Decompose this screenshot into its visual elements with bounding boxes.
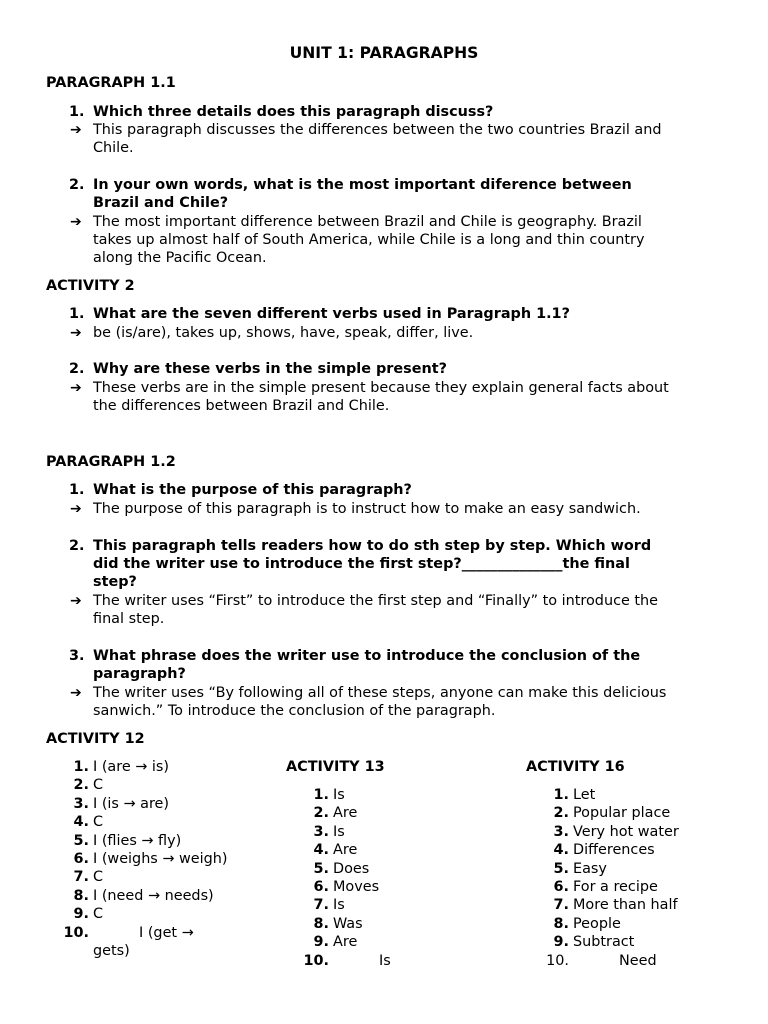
- list-item-number: 9.: [553, 934, 569, 951]
- list-item-number: 10.: [303, 952, 329, 969]
- list-item-text: Need: [619, 952, 657, 969]
- list-item-text: Is: [333, 897, 345, 914]
- arrow-bullet-icon: ➔: [70, 593, 82, 609]
- question-text: In your own words, what is the most important diference between: [93, 177, 632, 193]
- arrow-bullet-icon: ➔: [70, 501, 82, 517]
- list-item-number: 6.: [313, 879, 329, 895]
- list-item-text: People: [573, 915, 621, 932]
- answer-line: along the Pacific Ocean.: [93, 250, 267, 266]
- list-item-number: 5.: [73, 832, 89, 849]
- question-number: 2.: [69, 538, 85, 554]
- question-text: This paragraph tells readers how to do sth step by step. Which word: [93, 538, 652, 554]
- list-item-number: 10.: [546, 952, 569, 969]
- list-item-number: 7.: [553, 897, 569, 914]
- list-item-number: 6.: [73, 851, 89, 867]
- arrow-bullet-icon: ➔: [70, 122, 82, 138]
- list-item-text: I (flies → fly): [93, 832, 182, 849]
- list-item-number: 1.: [73, 759, 89, 775]
- list-item-text: Popular place: [573, 805, 671, 822]
- question-text: did the writer use to introduce the first step?______________the final: [93, 556, 630, 572]
- question-number: 3.: [69, 648, 85, 664]
- question-text: What are the seven different verbs used in Paragraph 1.1?: [93, 306, 570, 322]
- question-text: Why are these verbs in the simple present?: [93, 361, 447, 377]
- list-item-number: 2.: [73, 777, 89, 794]
- question-number: 1.: [69, 104, 85, 120]
- list-item-text: For a recipe: [573, 879, 658, 895]
- list-item-text: More than half: [573, 897, 678, 914]
- list-item-number: 8.: [313, 915, 329, 932]
- question-number: 2.: [69, 361, 85, 377]
- list-item-text: Does: [333, 860, 370, 877]
- list-item-text: C: [93, 906, 104, 923]
- list-item-text: Very hot water: [573, 823, 679, 840]
- list-item-number: 6.: [553, 879, 569, 895]
- list-item-number: 8.: [553, 915, 569, 932]
- list-item-text: Is: [333, 823, 345, 840]
- list-item-text: I (need → needs): [93, 887, 214, 904]
- answer-line: The writer uses “First” to introduce the first step and “Finally” to introduce the: [93, 593, 659, 609]
- list-item-text: Differences: [573, 842, 655, 859]
- list-item-text: Is: [333, 787, 345, 803]
- section-heading-paragraph-1-1: PARAGRAPH 1.1: [46, 75, 176, 91]
- list-item-number: 4.: [73, 814, 89, 831]
- answer-line: The most important difference between Brazil and Chile is geography. Brazil: [93, 214, 642, 230]
- list-item-text: I (are → is): [93, 759, 170, 775]
- question-number: 1.: [69, 482, 85, 498]
- list-item-number: 10.: [63, 924, 89, 941]
- list-item-text: Are: [333, 842, 358, 859]
- list-item-text: C: [93, 869, 104, 886]
- list-item-text: Let: [573, 787, 596, 803]
- answer-line: be (is/are), takes up, shows, have, speak, differ, live.: [93, 325, 474, 341]
- arrow-bullet-icon: ➔: [70, 325, 82, 341]
- list-item-number: 2.: [313, 805, 329, 822]
- answer-line: takes up almost half of South America, while Chile is a long and thin country: [93, 232, 645, 248]
- answer-line: These verbs are in the simple present because they explain general facts about: [93, 380, 669, 396]
- question-text: What is the purpose of this paragraph?: [93, 482, 412, 498]
- question-text: What phrase does the writer use to introduce the conclusion of the: [93, 648, 641, 664]
- list-item-text: Is: [379, 952, 391, 969]
- section-heading-paragraph-1-2: PARAGRAPH 1.2: [46, 454, 176, 470]
- question-text: Brazil and Chile?: [93, 195, 229, 211]
- list-item-number: 2.: [553, 805, 569, 822]
- list-item-number: 4.: [553, 842, 569, 859]
- answer-line: sanwich.” To introduce the conclusion of the paragraph.: [93, 703, 496, 719]
- list-item-number: 9.: [73, 906, 89, 923]
- section-heading-activity-12: ACTIVITY 12: [46, 731, 145, 747]
- question-number: 1.: [69, 306, 85, 322]
- answer-line: Chile.: [93, 140, 134, 156]
- list-item-number: 4.: [313, 842, 329, 859]
- section-heading-activity-16: ACTIVITY 16: [526, 759, 625, 775]
- arrow-bullet-icon: ➔: [70, 685, 82, 701]
- question-text: paragraph?: [93, 666, 186, 682]
- list-item-number: 7.: [73, 869, 89, 886]
- list-item-text: I (is → are): [93, 795, 170, 812]
- list-item-text: Moves: [333, 879, 380, 895]
- question-text: step?: [93, 574, 137, 590]
- list-item-number: 3.: [73, 795, 89, 812]
- list-item-number: 5.: [313, 860, 329, 877]
- list-item-continuation: gets): [93, 943, 130, 959]
- answer-line: final step.: [93, 611, 165, 627]
- list-item-text: I (get →: [139, 924, 194, 941]
- list-item-text: Are: [333, 934, 358, 951]
- list-item-number: 8.: [73, 887, 89, 904]
- question-number: 2.: [69, 177, 85, 193]
- question-text: Which three details does this paragraph discuss?: [93, 104, 494, 120]
- answer-line: This paragraph discusses the differences between the two countries Brazil and: [93, 122, 662, 138]
- list-item-number: 5.: [553, 860, 569, 877]
- section-heading-activity-2: ACTIVITY 2: [46, 278, 135, 294]
- list-item-number: 1.: [553, 787, 569, 803]
- list-item-number: 7.: [313, 897, 329, 914]
- list-item-text: Easy: [573, 860, 607, 877]
- answer-line: The purpose of this paragraph is to instruct how to make an easy sandwich.: [93, 501, 641, 517]
- page-title: UNIT 1: PARAGRAPHS: [289, 44, 479, 62]
- arrow-bullet-icon: ➔: [70, 214, 82, 230]
- list-item-number: 9.: [313, 934, 329, 951]
- list-item-number: 3.: [553, 823, 569, 840]
- answer-line: the differences between Brazil and Chile.: [93, 398, 390, 414]
- list-item-number: 3.: [313, 823, 329, 840]
- section-heading-activity-13: ACTIVITY 13: [286, 759, 385, 775]
- answer-line: The writer uses “By following all of these steps, anyone can make this delicious: [93, 685, 667, 701]
- list-item-text: Subtract: [573, 934, 635, 951]
- list-item-text: C: [93, 814, 104, 831]
- list-item-text: Are: [333, 805, 358, 822]
- list-item-text: Was: [333, 915, 363, 932]
- list-item-text: I (weighs → weigh): [93, 851, 228, 867]
- list-item-number: 1.: [313, 787, 329, 803]
- arrow-bullet-icon: ➔: [70, 380, 82, 396]
- list-item-text: C: [93, 777, 104, 794]
